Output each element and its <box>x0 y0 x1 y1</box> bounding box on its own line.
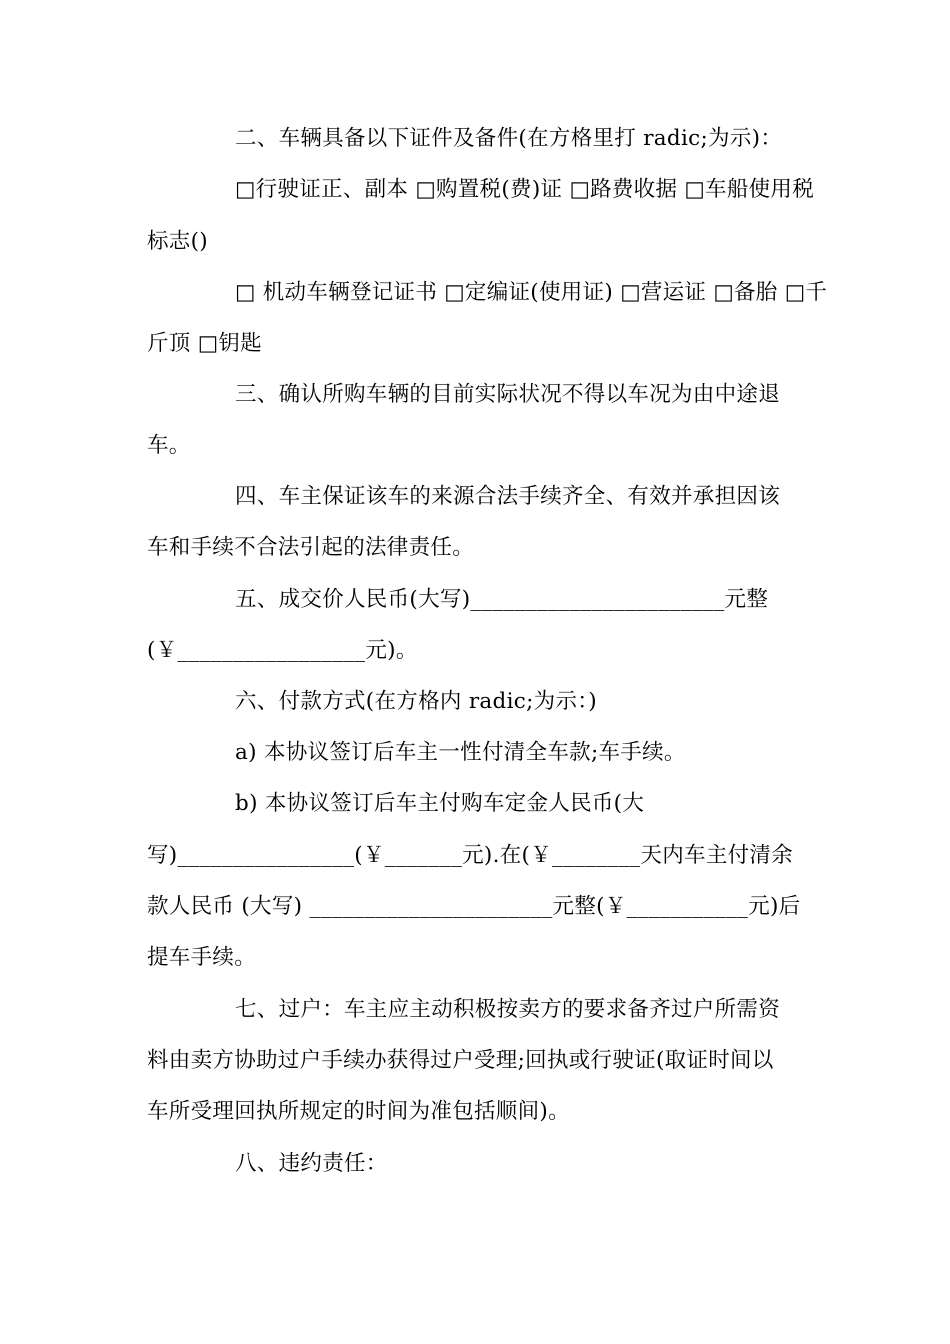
clause-2-items-line-4: 斤顶 □钥匙 <box>147 331 262 356</box>
clause-2-items-line-3: □ 机动车辆登记证书 □定编证(使用证) □营运证 □备胎 □千 <box>235 280 828 305</box>
clause-2-heading: 二、车辆具备以下证件及备件(在方格里打 radic;为示)： <box>235 126 783 151</box>
clause-8-heading: 八、违约责任： <box>235 1151 388 1176</box>
clause-5-line-1: 五、成交价人民币(大写)_______________________元整 <box>235 587 769 612</box>
clause-6-option-b-line-1: b) 本协议签订后车主付购车定金人民币(大 <box>235 791 645 816</box>
clause-2-items-line-1: □行驶证正、副本 □购置税(费)证 □路费收据 □车船使用税 <box>235 177 815 202</box>
clause-6-option-a: a) 本协议签订后车主一性付清全车款;车手续。 <box>235 740 686 765</box>
clause-7-line-3: 车所受理回执所规定的时间为准包括顺间)。 <box>147 1099 570 1124</box>
clause-2-items-line-2: 标志() <box>147 229 208 254</box>
clause-6-option-b-line-3: 款人民币 (大写) ______________________元整(￥___________元)后 <box>147 894 801 919</box>
clause-3-line-2: 车。 <box>147 433 191 458</box>
clause-4-line-1: 四、车主保证该车的来源合法手续齐全、有效并承担因该 <box>235 484 781 509</box>
clause-4-line-2: 车和手续不合法引起的法律责任。 <box>147 535 475 560</box>
clause-6-option-b-line-2: 写)________________(￥_______元).在(￥________天内车主付清余 <box>147 843 794 868</box>
clause-6-option-b-line-4: 提车手续。 <box>147 945 257 970</box>
clause-7-line-2: 料由卖方协助过户手续办获得过户受理;回执或行驶证(取证时间以 <box>147 1048 774 1073</box>
clause-3-line-1: 三、确认所购车辆的目前实际状况不得以车况为由中途退 <box>235 382 781 407</box>
clause-6-heading: 六、付款方式(在方格内 radic;为示：) <box>235 689 597 714</box>
clause-7-line-1: 七、过户：车主应主动积极按卖方的要求备齐过户所需资 <box>235 997 781 1022</box>
clause-5-line-2: (￥_________________元)。 <box>147 638 418 663</box>
